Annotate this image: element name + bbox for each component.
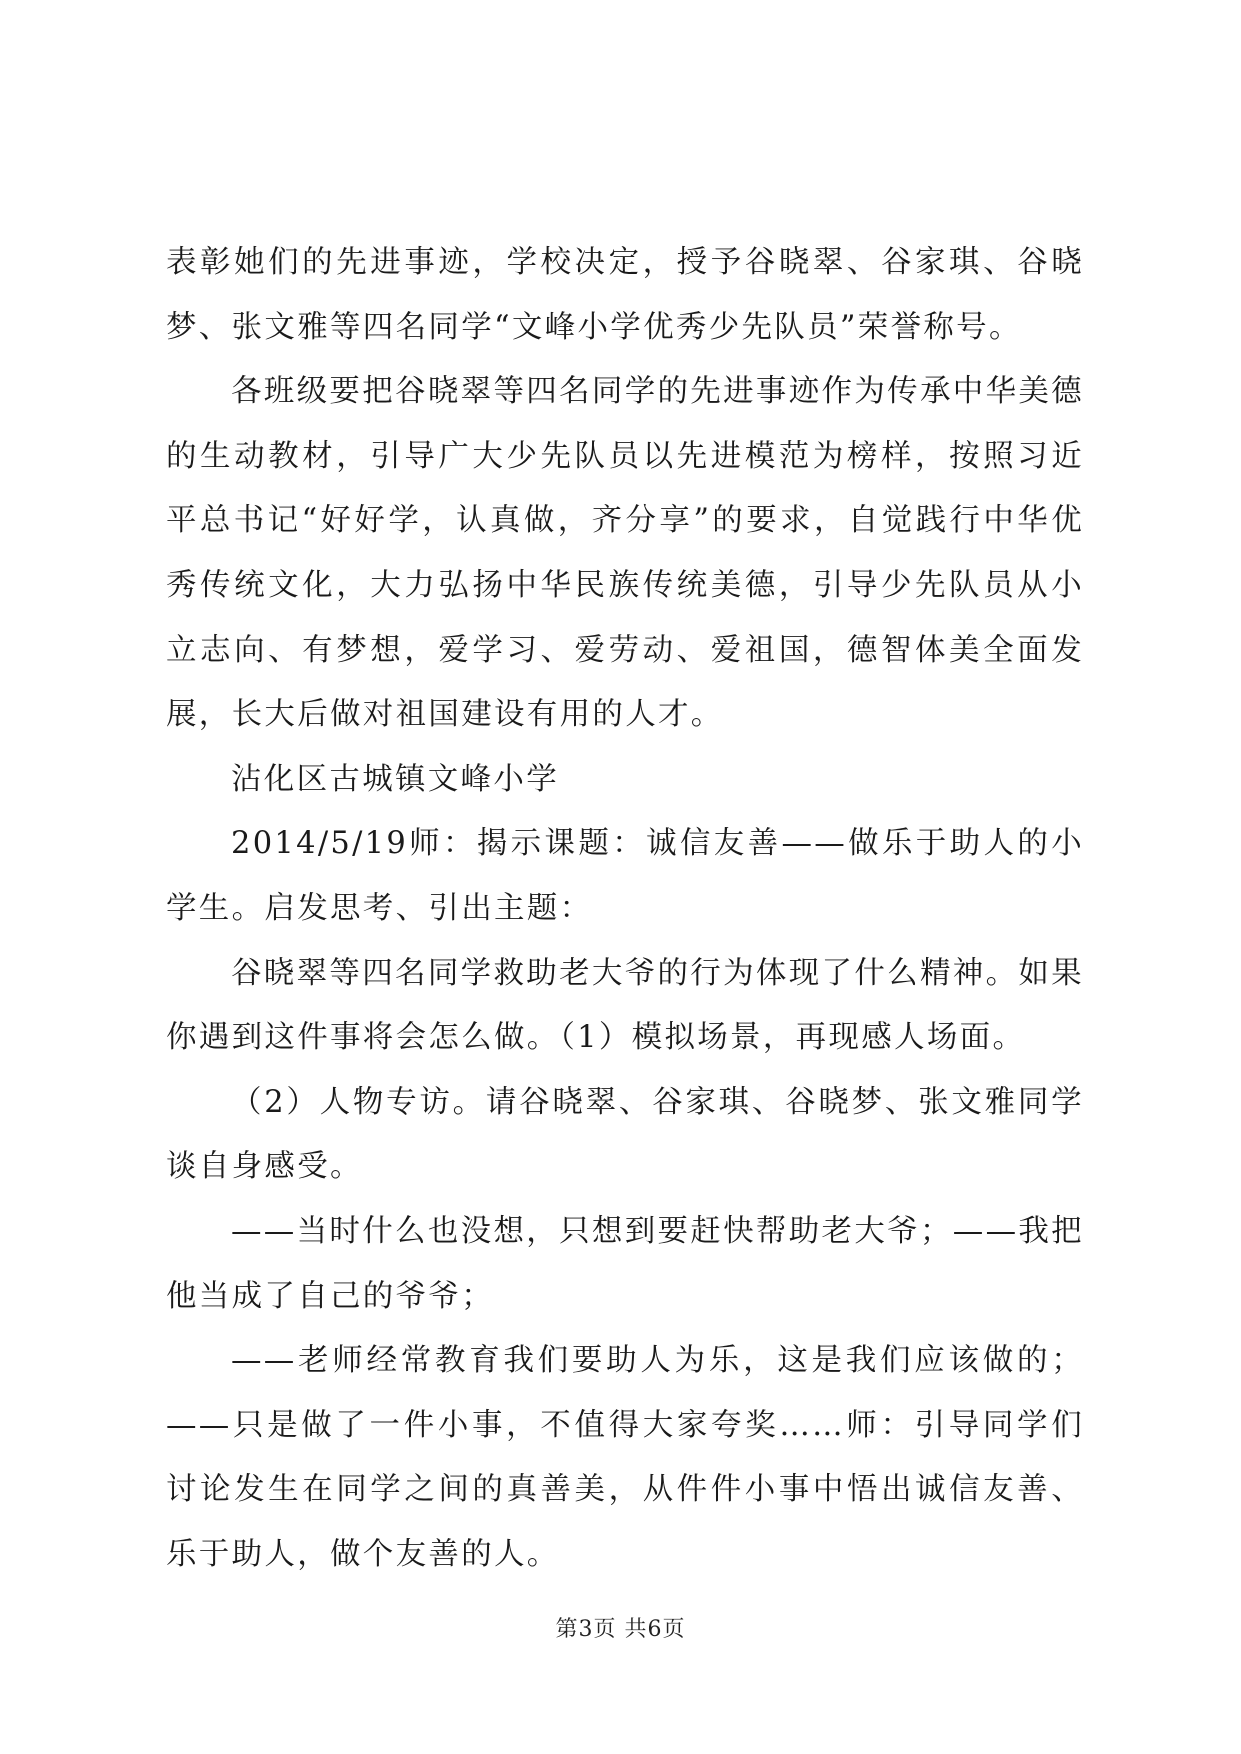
paragraph-quote-1: ——当时什么也没想，只想到要赶快帮助老大爷；——我把他当成了自己的爷爷； [166,1213,1084,1314]
page-number-footer: 第3页 共6页 [555,1617,686,1642]
paragraph-question: 谷晓翠等四名同学救助老大爷的行为体现了什么精神。如果你遇到这件事将会怎么做。（1）模拟场景，再现感人场面。 [166,955,1084,1056]
paragraph-interview: （2）人物专访。请谷晓翠、谷家琪、谷晓梦、张文雅同学谈自身感受。 [166,1084,1084,1185]
paragraph-class-requirements: 各班级要把谷晓翠等四名同学的先进事迹作为传承中华美德的生动教材，引导广大少先队员以先进模范为榜样，按照习近平总书记“好好学，认真做，齐分享”的要求，自觉践行中华优秀传统文化，大力弘扬中华民族传统美德，引导少先队员从小立志向、有梦想，爱学习、爱劳动、爱祖国，德智体美全面发展，长大后做对祖国建设有用的人才。 [166,374,1084,733]
paragraph-date-topic: 2014/5/19师：揭示课题：诚信友善——做乐于助人的小学生。启发思考、引出主题： [166,826,1084,926]
paragraph-school-signature: 沾化区古城镇文峰小学 [231,761,559,797]
paragraph-quote-2: ——老师经常教育我们要助人为乐，这是我们应该做的；——只是做了一件小事，不值得大家夸奖……师：引导同学们讨论发生在同学之间的真善美，从件件小事中悟出诚信友善、乐于助人，做个友善的人。 [166,1343,1084,1572]
paragraph-commendation: 表彰她们的先进事迹，学校决定，授予谷晓翠、谷家琪、谷晓梦、张文雅等四名同学“文峰小学优秀少先队员”荣誉称号。 [166,245,1084,345]
document-body [166,231,1084,1587]
